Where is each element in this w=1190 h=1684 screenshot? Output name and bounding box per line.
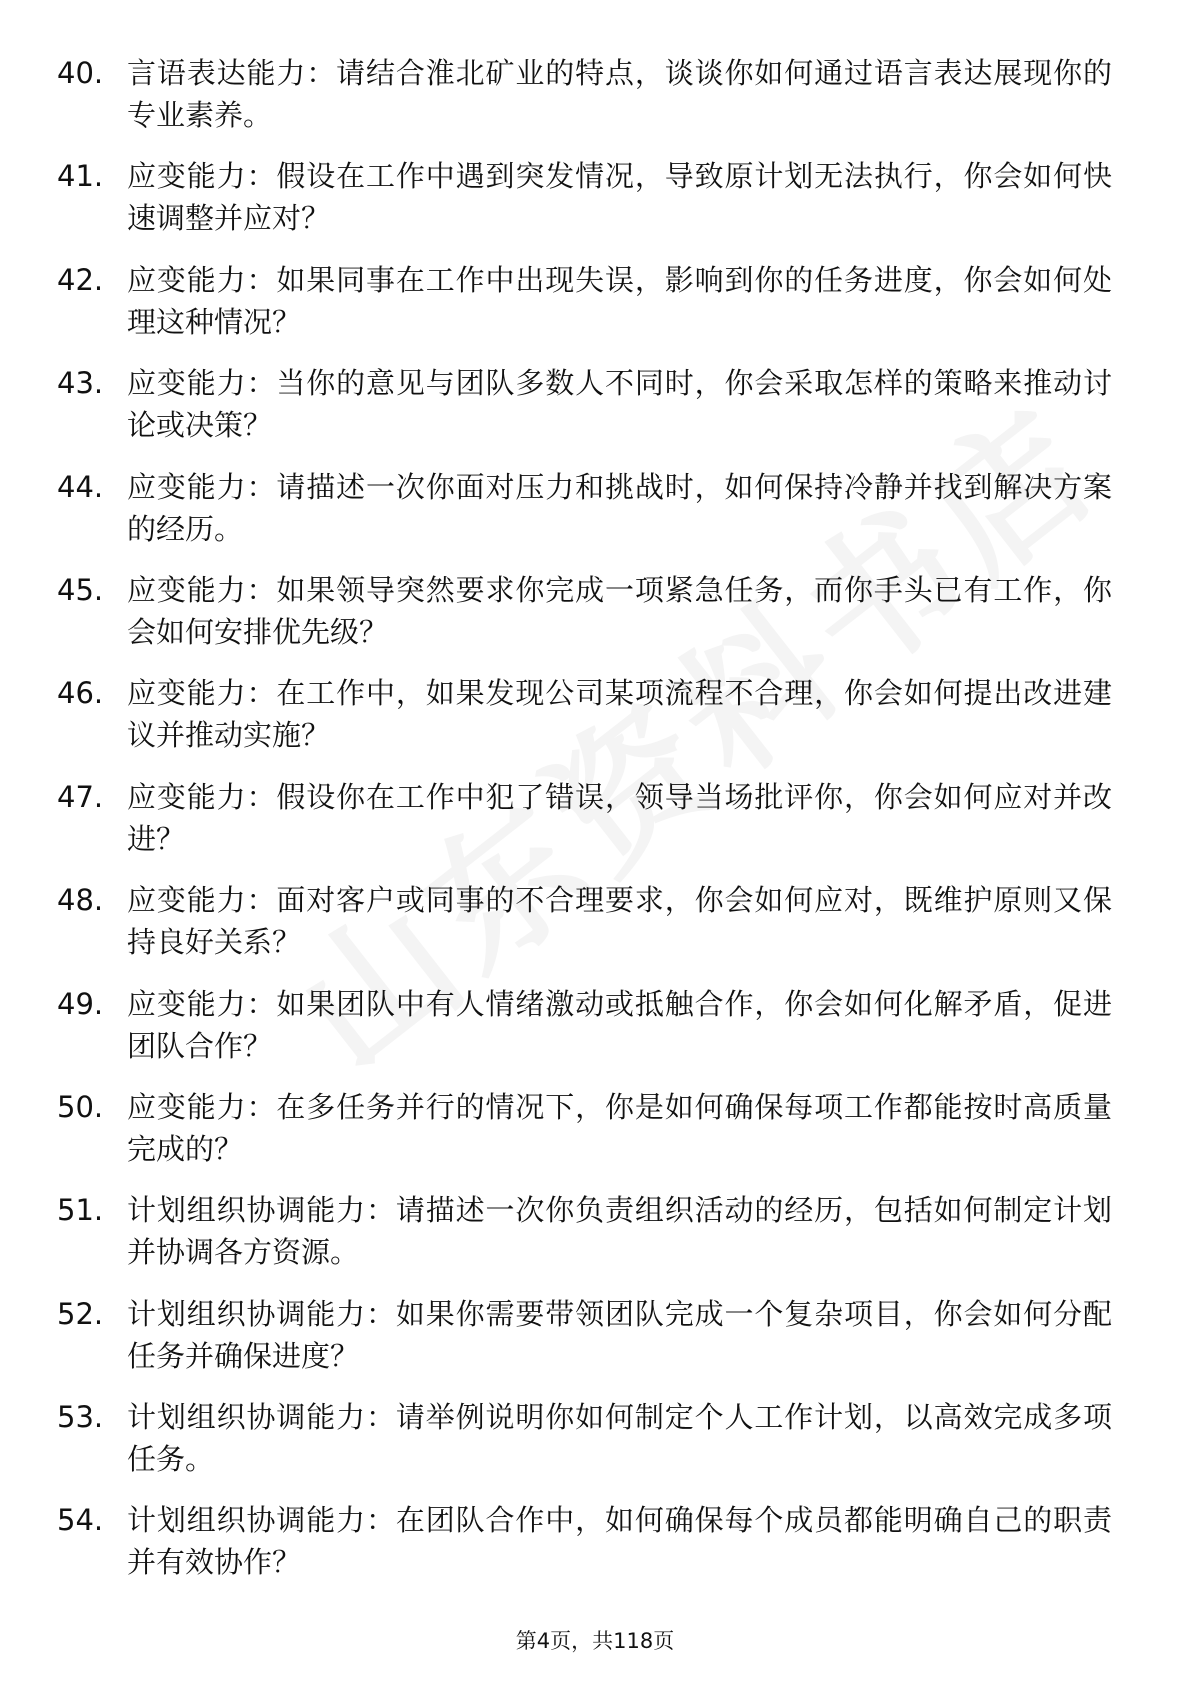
question-text: 计划组织协调能力：在团队合作中，如何确保每个成员都能明确自己的职责并有效协作？ <box>127 1503 1112 1580</box>
question-text: 言语表达能力：请结合淮北矿业的特点，谈谈你如何通过语言表达展现你的专业素养。 <box>127 56 1112 132</box>
question-number: 46. <box>57 676 104 711</box>
list-item <box>0 362 1190 465</box>
question-text: 应变能力：请描述一次你面对压力和挑战时，如何保持冷静并找到解决方案的经历。 <box>127 469 1112 546</box>
question-text: 应变能力：假设你在工作中犯了错误，领导当场批评你，你会如何应对并改进？ <box>127 779 1112 856</box>
question-text: 应变能力：如果同事在工作中出现失误，影响到你的任务进度，你会如何处理这种情况？ <box>127 262 1112 339</box>
list-item <box>0 1499 1190 1602</box>
question-text: 应变能力：如果团队中有人情绪激动或抵触合作，你会如何化解矛盾，促进团队合作？ <box>127 986 1112 1063</box>
page-footer: 第4页，共118页 <box>515 1629 675 1653</box>
question-text: 计划组织协调能力：如果你需要带领团队完成一个复杂项目，你会如何分配任务并确保进度？ <box>127 1296 1112 1373</box>
list-item <box>0 776 1190 879</box>
list-item <box>0 1189 1190 1292</box>
list-item <box>0 466 1190 569</box>
question-number: 50. <box>57 1089 104 1124</box>
question-text: 应变能力：假设在工作中遇到突发情况，导致原计划无法执行，你会如何快速调整并应对？ <box>127 159 1112 236</box>
list-item <box>0 155 1190 258</box>
list-item <box>0 569 1190 672</box>
list-item <box>0 259 1190 362</box>
question-text: 计划组织协调能力：请举例说明你如何制定个人工作计划，以高效完成多项任务。 <box>127 1400 1112 1477</box>
question-number: 49. <box>57 986 104 1021</box>
list-item <box>0 1396 1190 1499</box>
question-number: 51. <box>57 1193 104 1228</box>
question-text: 计划组织协调能力：请描述一次你负责组织活动的经历，包括如何制定计划并协调各方资源。 <box>127 1193 1112 1270</box>
question-text: 应变能力：在工作中，如果发现公司某项流程不合理，你会如何提出改进建议并推动实施？ <box>127 676 1112 753</box>
question-number: 44. <box>57 469 104 504</box>
list-item <box>0 983 1190 1086</box>
list-item <box>0 672 1190 775</box>
question-number: 47. <box>57 779 104 814</box>
question-number: 54. <box>57 1503 104 1538</box>
question-list <box>0 52 1190 1603</box>
question-number: 53. <box>57 1400 104 1435</box>
question-number: 43. <box>57 366 104 401</box>
list-item <box>0 52 1190 155</box>
question-text: 应变能力：当你的意见与团队多数人不同时，你会采取怎样的策略来推动讨论或决策？ <box>127 366 1112 443</box>
question-text: 应变能力：在多任务并行的情况下，你是如何确保每项工作都能按时高质量完成的？ <box>127 1089 1112 1166</box>
question-number: 48. <box>57 883 104 918</box>
question-number: 41. <box>57 159 104 194</box>
question-number: 45. <box>57 572 104 607</box>
question-number: 40. <box>57 56 104 90</box>
list-item <box>0 1293 1190 1396</box>
question-text: 应变能力：如果领导突然要求你完成一项紧急任务，而你手头已有工作，你会如何安排优先级？ <box>127 572 1112 649</box>
question-number: 42. <box>57 262 104 297</box>
question-number: 52. <box>57 1296 104 1331</box>
list-item <box>0 1086 1190 1189</box>
question-text: 应变能力：面对客户或同事的不合理要求，你会如何应对，既维护原则又保持良好关系？ <box>127 883 1112 960</box>
list-item <box>0 879 1190 982</box>
